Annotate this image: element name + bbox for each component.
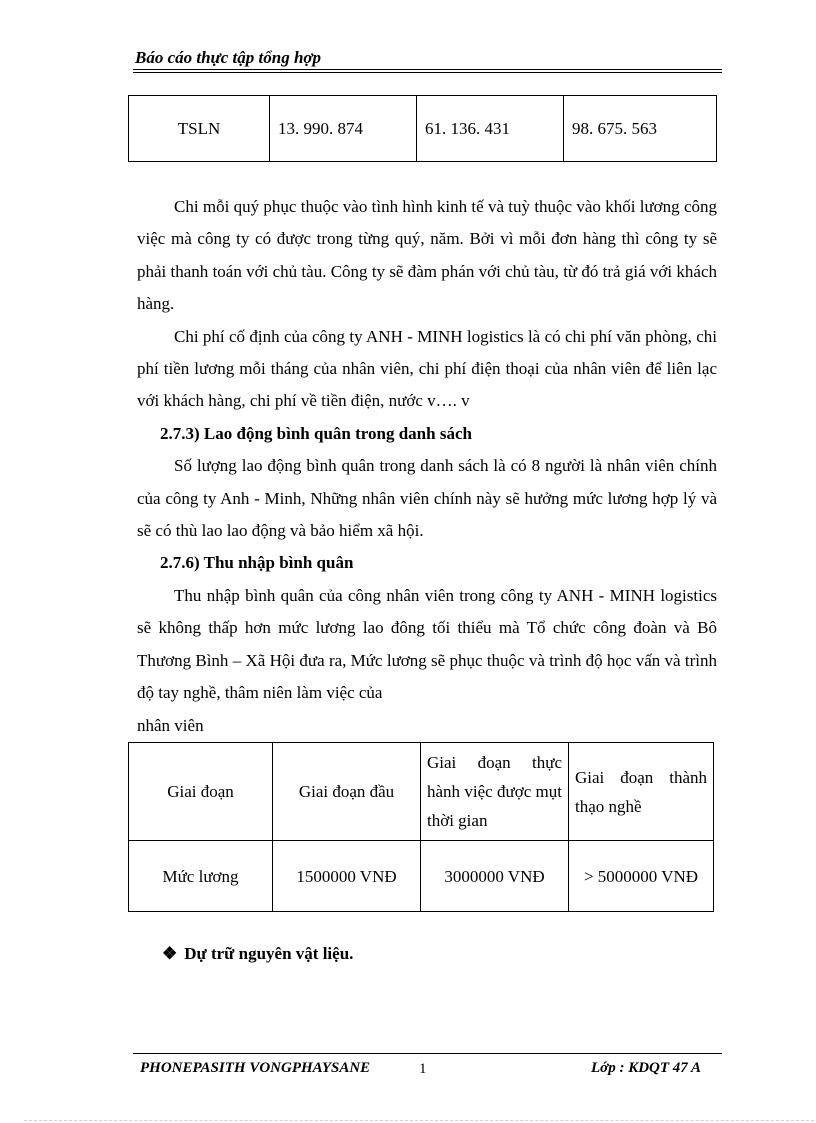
column-header: Giai đoạn thành thạo nghề	[569, 743, 714, 841]
paragraph-fixed-costs: Chi phí cố định của công ty ANH - MINH logistics là có chi phí văn phòng, chi phí tiền lương mỗi tháng của nhân viên, chi phí điện thoại của nhân viên để liên lạc với khách hàng, chi phí về tiền điện, nước v…. v	[137, 326, 717, 411]
heading-income: 2.7.6) Thu nhập bình quân	[160, 553, 354, 573]
profit-value-cell: 98. 675. 563	[564, 96, 717, 162]
page-number: 1	[419, 1061, 427, 1077]
footer-rule	[133, 1053, 722, 1054]
bullet-item	[162, 944, 353, 964]
profit-value-cell: 13. 990. 874	[270, 96, 417, 162]
footer-class: Lớp : KDQT 47 A	[591, 1060, 701, 1076]
paragraph-labor: Số lượng lao động bình quân trong danh sách là có 8 người là nhân viên chính của công ty Anh - Minh, Những nhân viên chính này sẽ hưởng mức lương hợp lý và sẽ có thù lao lao động và bảo hiểm xã hội.	[137, 456, 717, 541]
paragraph-variable-costs: Chi mỗi quý phục thuộc vào tình hình kinh tế và tuỳ thuộc vào khối lương công việc mà công ty có được trong từng quý, năm. Bởi vì mỗi đơn hàng thì công ty sẽ phải thanh toán với chủ tàu. Công ty sẽ đàm phán với chủ tàu, từ đó trả giá với khách hàng.	[137, 197, 717, 314]
table-row	[129, 841, 714, 912]
profit-value-cell: 61. 136. 431	[417, 96, 564, 162]
bullet-text: Dự trữ nguyên vật liệu.	[184, 944, 354, 963]
table-header-row	[129, 743, 714, 841]
header-title: Báo cáo thực tập tổng hợp	[135, 48, 322, 67]
heading-labor: 2.7.3) Lao động bình quân trong danh sách	[160, 423, 472, 443]
paragraph-income: Thu nhập bình quân của công nhân viên trong công ty ANH - MINH logistics sẽ không thấp hơn mức lương lao đông tối thiểu mà Tổ chức công đoàn và Bô Thương Bình – Xã Hội đưa ra, Mức lương sẽ phục thuộc và trình độ học vấn và trình độ tay nghề, thâm niên làm việc của	[137, 585, 717, 703]
column-header: Giai đoạn	[129, 743, 273, 841]
diamond-bullet-icon: ❖	[162, 944, 178, 963]
table-cell: > 5000000 VNĐ	[569, 841, 714, 912]
profit-label-cell: TSLN	[129, 96, 270, 162]
column-header: Giai đoạn thực hành việc được mụt thời gian	[421, 743, 569, 841]
table-cell: Mức lương	[129, 841, 273, 912]
header-rule-thin	[133, 72, 722, 73]
profit-table	[128, 95, 717, 162]
footer-author: PHONEPASITH VONGPHAYSANE	[140, 1060, 371, 1076]
paragraph-income-tail: nhân viên	[137, 715, 204, 735]
table-cell: 1500000 VNĐ	[273, 841, 421, 912]
header-rule	[133, 69, 722, 70]
column-header: Giai đoạn đầu	[273, 743, 421, 841]
salary-table	[128, 742, 714, 912]
page-boundary	[24, 1120, 814, 1121]
table-cell: 3000000 VNĐ	[421, 841, 569, 912]
table-row	[129, 96, 717, 162]
body-text	[137, 191, 717, 742]
